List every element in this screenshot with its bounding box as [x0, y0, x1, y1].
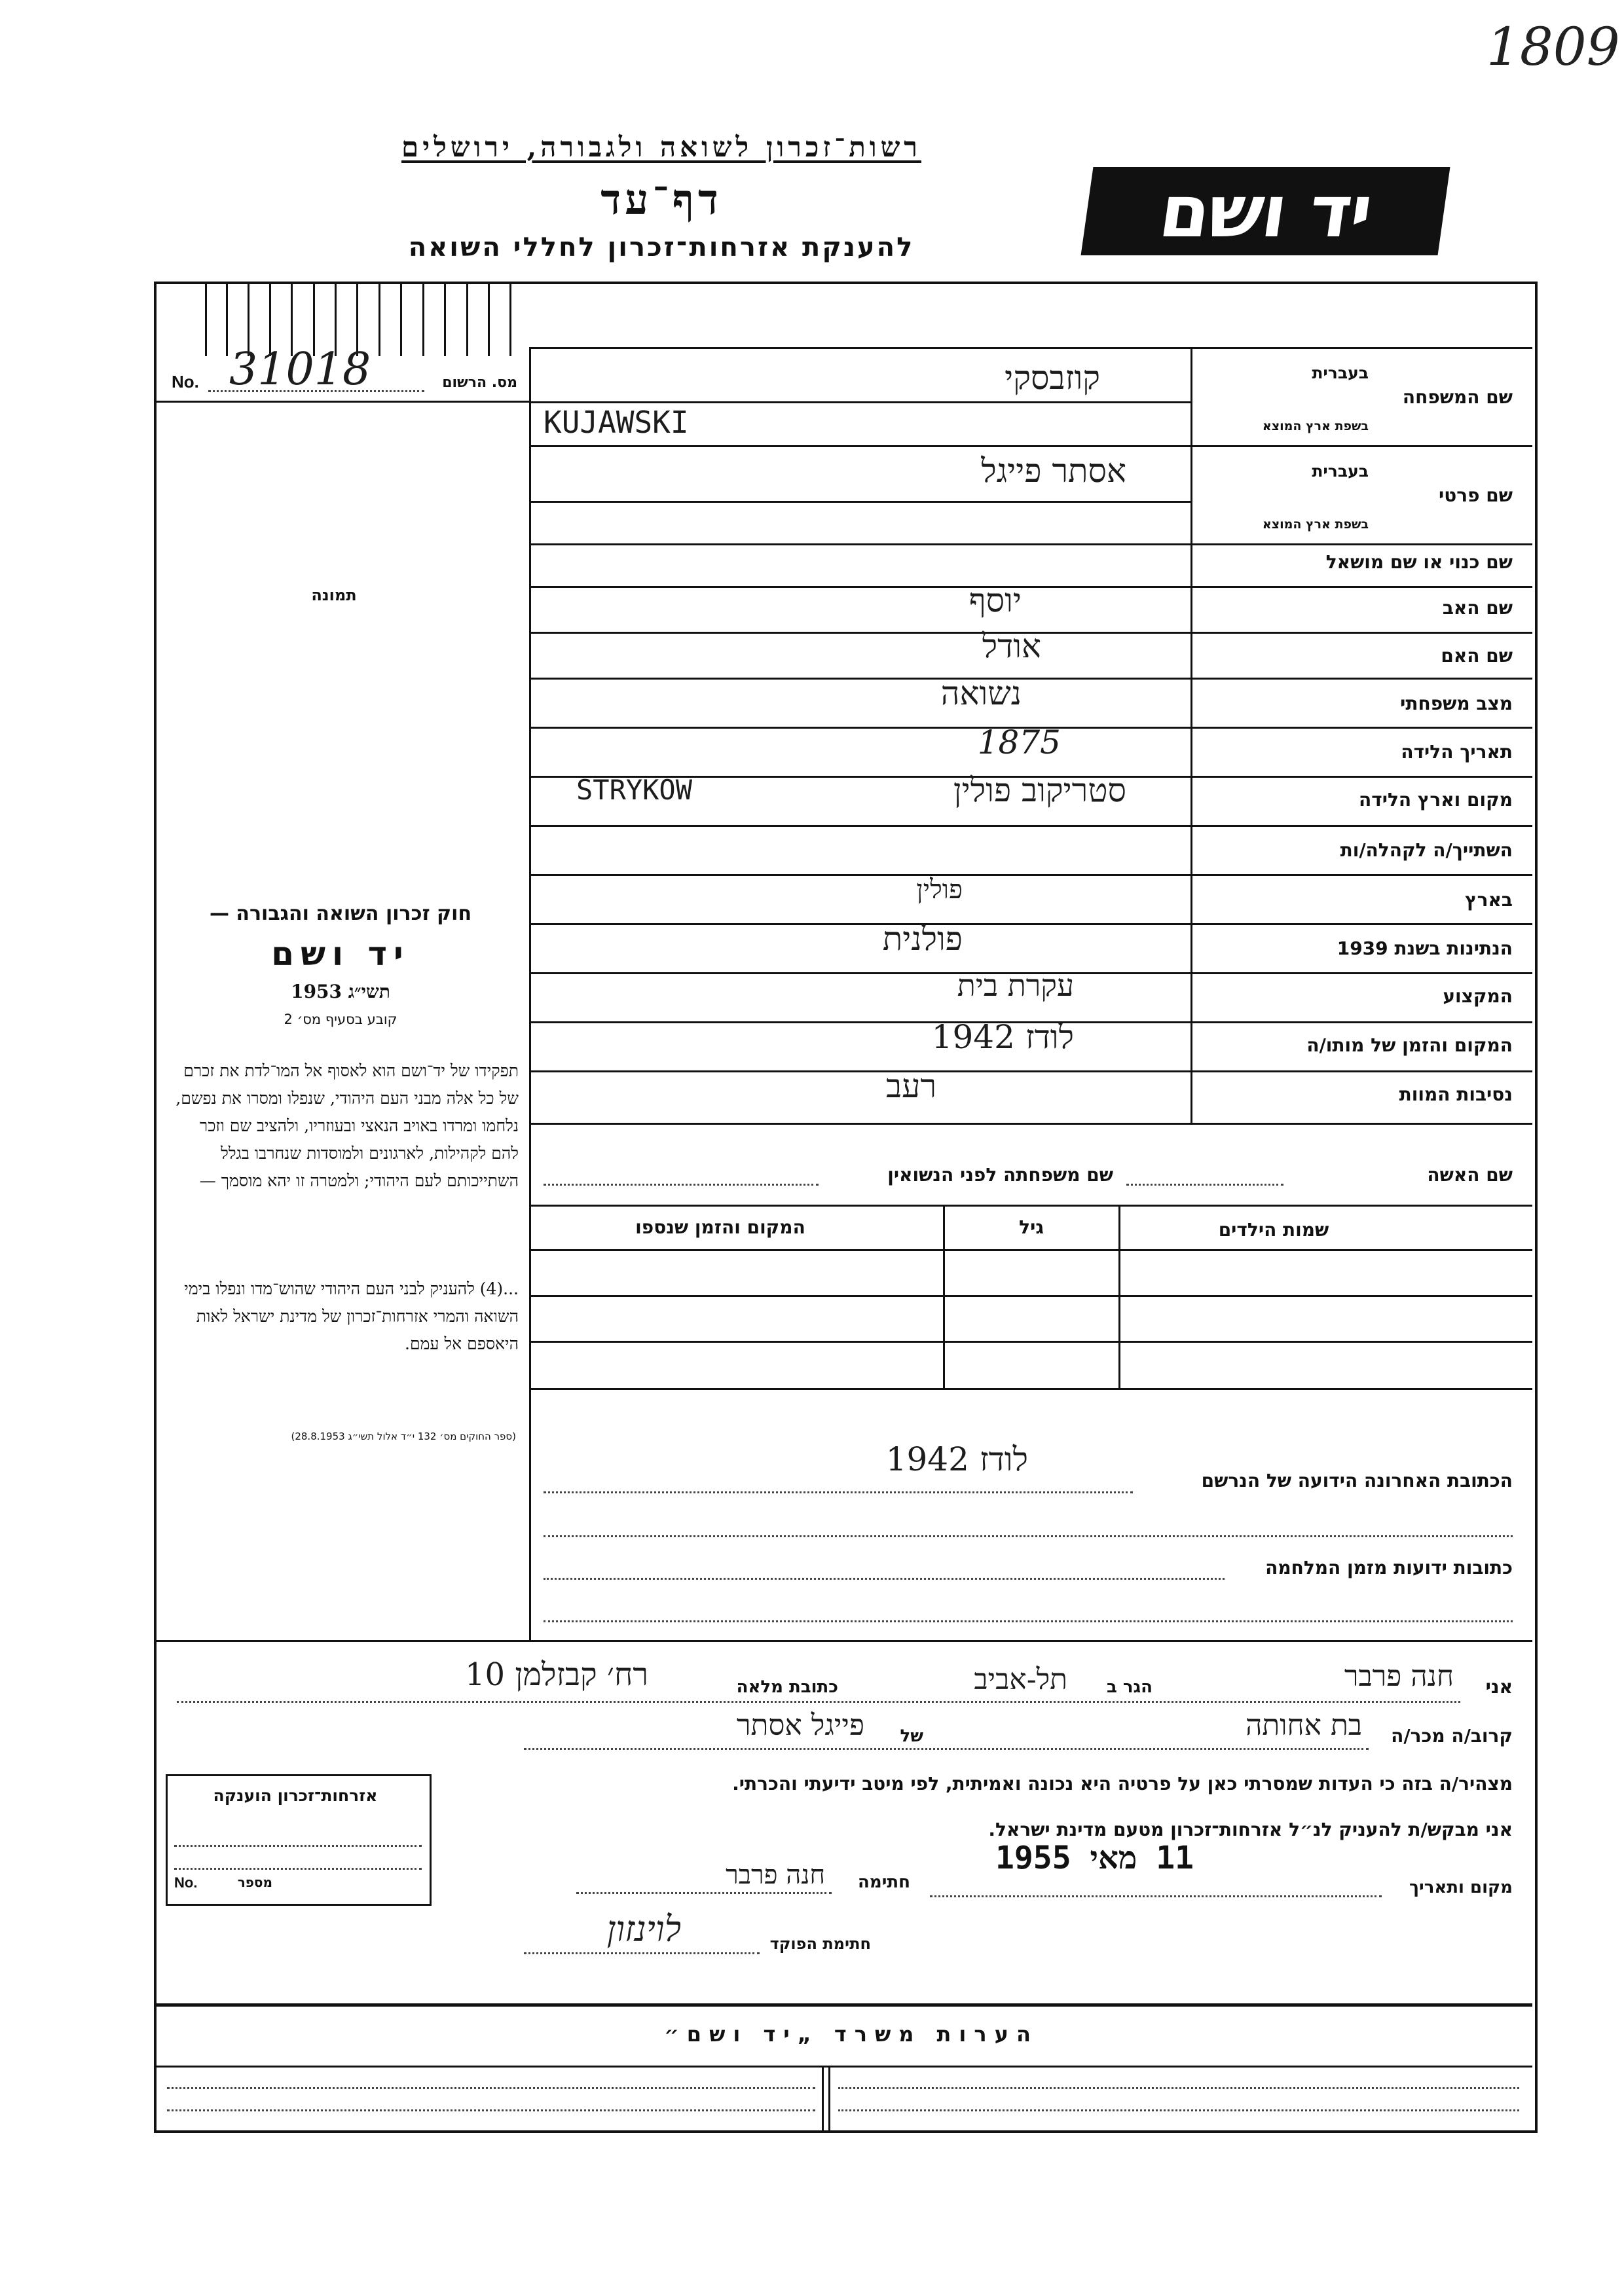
- reg-no-label: No.: [172, 372, 199, 392]
- birthdate-label: תאריך הלידה: [1401, 741, 1513, 763]
- reg-number-value: 31018: [229, 344, 371, 395]
- law-paragraph-2: ...(4) להעניק לבני העם היהודי שהוש־מדו ונפלו בימי השואה והמרי אזרחות־זכרון של מדינת ישראל לאות היאספם אל עמם.: [184, 1279, 519, 1353]
- yad-vashem-logo: [1081, 167, 1450, 255]
- community-label: השתייך/ה לקהלה/ות: [1340, 839, 1513, 861]
- birthplace-value: סטריקוב פולין: [953, 771, 1126, 809]
- surname-latin-value: KUJAWSKI: [544, 405, 689, 440]
- surname-hebrew-value: קוזבסקי: [1005, 359, 1100, 397]
- declarant-address-value: רח׳ קבזלמן 10: [464, 1656, 648, 1693]
- citizenship-awarded-box: [166, 1774, 432, 1906]
- profession-value: עקרת בית: [957, 968, 1074, 1003]
- of-value: פייגל אסתר: [736, 1709, 864, 1742]
- birthplace-label: מקום וארץ הלידה: [1359, 789, 1513, 811]
- relation-value: בת אחותה: [1246, 1709, 1362, 1742]
- address-label: כתובת מלאה: [736, 1677, 838, 1697]
- death-value: לודז 1942: [931, 1018, 1074, 1056]
- law-paragraph-1: תפקידו של יד־ושם הוא לאסוף אל המו־לדת את זכרם של כל אלה מבני העם היהודי, שנפלו ומסרו את נפשם, נלחמו ומרדו באויב הנאצי ובעוזריו, ולהציב שם וזכר להם לקהילות, לארגונים ולמוסדות שנחרבו בגלל השתייכותם לעם היהודי; ולמטרה זו יהא מוסמך —: [175, 1061, 519, 1190]
- circumstances-label: נסיבות המוות: [1399, 1084, 1513, 1105]
- declarant-city-value: תל-אביב: [974, 1663, 1067, 1696]
- law-title: חוק זכרון השואה והגבורה —: [209, 902, 472, 925]
- declarant-name-value: חנה פרבר: [1344, 1660, 1454, 1693]
- archive-number: 1809: [1486, 16, 1620, 77]
- logo-text: יד ושם: [1154, 169, 1377, 253]
- country-label: בארץ: [1465, 889, 1513, 911]
- country-value: פולין: [916, 875, 963, 905]
- citizenship-box-no: No.: [174, 1874, 198, 1891]
- marital-label: מצב משפחתי: [1400, 693, 1513, 714]
- firstname-hebrew-value: אסתר פייגל: [981, 452, 1126, 490]
- children-label: שמות הילדים: [1218, 1219, 1329, 1241]
- child-place-label: המקום והזמן שנספו: [635, 1216, 805, 1238]
- citizenship-box-title: אזרחות־זכרון הוענקה: [213, 1786, 378, 1805]
- law-year: תשי״ג 1953: [291, 981, 390, 1002]
- marital-value: נשואה: [940, 674, 1022, 712]
- law-footnote: (ספר החוקים מס׳ 132 י״ד אלול תשי״ג 28.8.1953): [291, 1430, 516, 1442]
- left-column-divider: [529, 347, 531, 1640]
- circumstances-value: רעב: [886, 1067, 936, 1105]
- official-signature-label: חתימת הפוקד: [769, 1935, 871, 1953]
- law-name: יד ושם: [271, 935, 410, 973]
- last-address-value: לודז 1942: [885, 1440, 1028, 1478]
- firstname-hebrew-sub: בעברית: [1312, 462, 1369, 481]
- notes-title: הערות משרד „יד ושם״: [664, 2022, 1039, 2047]
- label-column-divider: [1190, 347, 1192, 1123]
- date-stamp: 11 מאי 1955: [995, 1840, 1194, 1876]
- photo-label: תמונה: [311, 586, 357, 604]
- age-label: גיל: [1019, 1216, 1044, 1238]
- last-address-label: הכתובת האחרונה הידועה של הנרשם: [1201, 1470, 1513, 1491]
- relation-label: קרוב/ה מכר/ה: [1391, 1725, 1513, 1747]
- surname-origin-sub: בשפת ארץ המוצא: [1262, 419, 1369, 433]
- war-addresses-label: כתובות ידועות מזמן המלחמה: [1265, 1557, 1513, 1578]
- signature-value: חנה פרבר: [726, 1860, 825, 1890]
- maiden-label: שם משפחתה לפני הנשואין: [887, 1164, 1113, 1186]
- firstname-origin-sub: בשפת ארץ המוצא: [1262, 517, 1369, 532]
- wife-label: שם האשה: [1427, 1164, 1513, 1186]
- authority-line: רשות־זכרון לשואה ולגבורה, ירושלים: [401, 131, 921, 163]
- citizenship-label: הנתינות בשנת 1939: [1337, 938, 1513, 959]
- birthdate-value: 1875: [977, 723, 1061, 761]
- form-title: דף־עד: [600, 175, 722, 225]
- official-signature-value: לוינזון: [606, 1908, 681, 1950]
- birthplace-latin-value: STRYKOW: [576, 774, 693, 806]
- father-label: שם האב: [1442, 597, 1513, 619]
- father-value: יוסף: [969, 581, 1022, 619]
- declarant-i-label: אני: [1485, 1676, 1513, 1698]
- declaration-text: מצהיר/ה בזה כי העדות שמסרתי כאן על פרטיה היא נכונה ואמיתית, לפי מיטב ידיעתי והכרתי.: [732, 1773, 1513, 1795]
- signature-label: חתימה: [858, 1872, 910, 1892]
- resides-label: הגר ב: [1106, 1677, 1153, 1697]
- form-subtitle: להענקת אזרחות־זכרון לחללי השואה: [408, 232, 915, 263]
- mother-label: שם האם: [1441, 645, 1513, 666]
- law-clause: קובע בסעיף מס׳ 2: [284, 1011, 397, 1027]
- citizenship-box-number-label: מספר: [237, 1874, 272, 1890]
- profession-label: המקצוע: [1443, 985, 1513, 1007]
- death-label: המקום והזמן של מותו/ה: [1306, 1034, 1513, 1056]
- nickname-label: שם כנוי או שם מושאל: [1325, 551, 1513, 573]
- mother-value: אודל: [982, 627, 1041, 665]
- surname-label: שם המשפחה: [1402, 386, 1513, 408]
- firstname-label: שם פרטי: [1438, 484, 1513, 506]
- citizenship-value: פולנית: [882, 920, 963, 958]
- request-text: אני מבקש/ת להעניק לנ״ל אזרחות־זכרון מטעם מדינת ישראל.: [988, 1819, 1513, 1840]
- reg-number-label: מס. הרשום: [442, 374, 517, 391]
- place-date-label: מקום ותאריך: [1409, 1878, 1513, 1897]
- surname-hebrew-sub: בעברית: [1312, 363, 1369, 382]
- of-label: של: [900, 1726, 923, 1746]
